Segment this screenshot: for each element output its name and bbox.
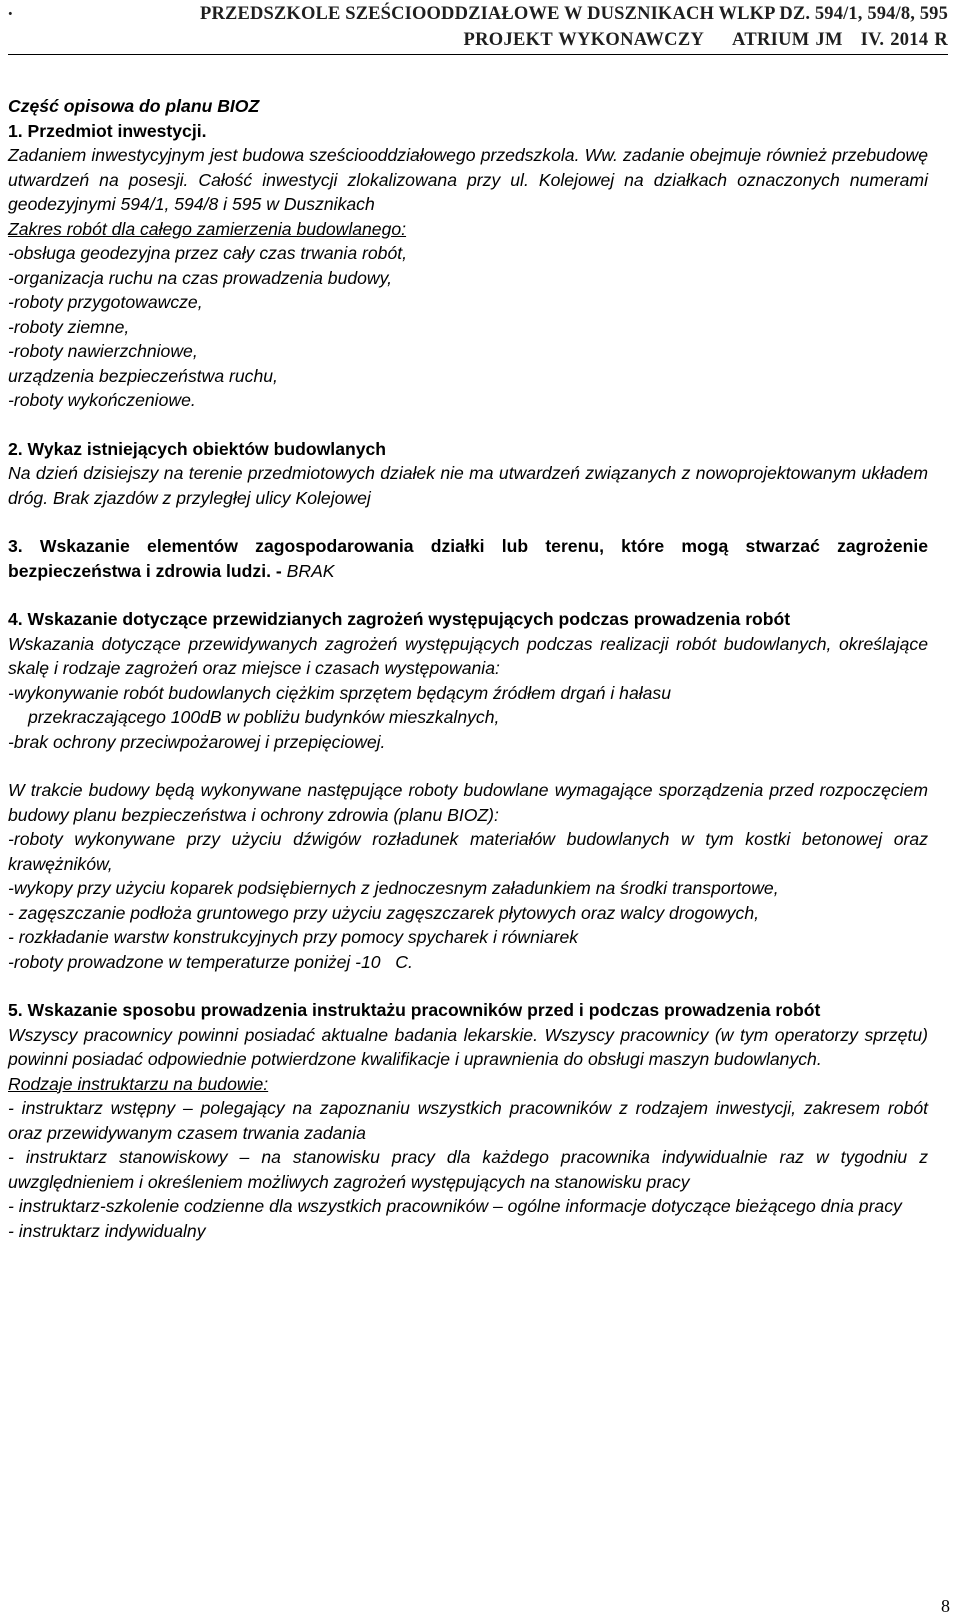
works-item: - rozkładanie warstw konstrukcyjnych przy pomocy spycharek i równiarek (8, 927, 579, 947)
works-item: -roboty prowadzone w temperaturze poniżej -10 C. (8, 951, 413, 972)
scope-item: -obsługa geodezyjna przez cały czas trwania robót, (8, 243, 408, 263)
hazard-item: -wykonywanie robót budowlanych ciężkim sprzętem będącym źródłem drgań i hałasu (8, 682, 672, 703)
instruction-types-title: Rodzaje instruktarzu na budowie: (8, 1073, 269, 1094)
section-5-paragraph: Wszyscy pracownicy powinni posiadać aktualne badania lekarskie. Wszyscy pracownicy (w tym operatorzy sprzętu) powinni posiadać odpowiednie potwierdzone kwalifikacje i uprawnienia do obsługi maszyn budowlanych. (8, 1024, 928, 1069)
instruction-type: - instruktarz indywidualny (8, 1220, 206, 1241)
scope-item: -roboty przygotowawcze, (8, 292, 203, 312)
section-4-heading: 4. Wskazanie dotyczące przewidzianych zagrożeń występujących podczas prowadzenia robót (8, 609, 791, 629)
section-2-italic: Na dzień dzisiejszy na terenie przedmiotowych działek nie ma utwardzeń związanych z nowoprojektowanym układem dróg. (8, 463, 928, 508)
section-4-paragraph-2: W trakcie budowy będą wykonywane następujące roboty budowlane wymagające sporządzenia przed rozpoczęciem budowy planu bezpieczeństwa i ochrony zdrowia (planu BIOZ): (8, 780, 928, 825)
instruction-type: - instruktarz-szkolenie codzienne dla wszystkich pracowników – ogólne informacje dotyczące bieżącego dnia pracy (8, 1196, 902, 1216)
instruction-type: - instruktarz stanowiskowy – na stanowisku pracy dla każdego pracownika indywidualnie raz w tygodniu z uwzględnieniem i określeniem możliwych zagrożeń występujących na stanowisku pracy (8, 1147, 928, 1192)
hazard-item: -brak ochrony przeciwpożarowej i przepięciowej. (8, 731, 386, 752)
section-3-paragraph (8, 534, 928, 583)
scope-item: -roboty ziemne, (8, 316, 130, 337)
hazard-item-continued: przekraczającego 100dB w pobliżu budynków mieszkalnych, (28, 707, 500, 727)
section-1-paragraph: Zadaniem inwestycyjnym jest budowa sześciooddziałowego przedszkola. Ww. zadanie obejmuje również przebudowę utwardzeń na posesji. Całość inwestycji zlokalizowana przy ul. Kolejowej na działkach oznaczonych numerami geodezyjnymi 594/1, 594/8 i 595 w Dusznikach (8, 145, 928, 214)
page-header (8, 0, 954, 48)
scope-title: Zakres robót dla całego zamierzenia budowlanego: (8, 218, 407, 239)
section-2-heading: 2. Wykaz istniejących obiektów budowlanych (8, 438, 387, 459)
document-body (8, 94, 928, 1243)
header-rule (8, 54, 948, 55)
section-3-tail: BRAK (281, 560, 335, 581)
header-dot: . (8, 0, 13, 20)
document-title: Część opisowa do planu BIOZ (8, 96, 260, 116)
scope-item: -roboty wykończeniowe. (8, 390, 196, 410)
section-2-paragraph (8, 461, 928, 510)
page-number: 8 (941, 1596, 950, 1616)
scope-item: -organizacja ruchu na czas prowadzenia budowy, (8, 267, 393, 288)
works-item: - zagęszczanie podłoża gruntowego przy użyciu zagęszczarek płytowych oraz walcy drogowych, (8, 902, 760, 923)
header-line-1: PRZEDSZKOLE SZEŚCIOODDZIAŁOWE W DUSZNIKACH WLKP DZ. 594/1, 594/8, 595 (200, 4, 948, 24)
scope-item: -roboty nawierzchniowe, (8, 341, 198, 361)
section-2-tail: Brak zjazdów z przyległej ulicy Kolejowej (48, 487, 371, 508)
works-item: -roboty wykonywane przy użyciu dźwigów rozładunek materiałów budowlanych w tym kostki betonowej oraz krawężników, (8, 829, 928, 874)
header-line-2: PROJEKT WYKONAWCZY ATRIUM JM IV. 2014 R (463, 30, 948, 50)
section-1-heading: 1. Przedmiot inwestycji. (8, 120, 207, 141)
works-item: -wykopy przy użyciu koparek podsiębiernych z jednoczesnym załadunkiem na środki transportowe, (8, 878, 779, 898)
section-3-heading: 3. Wskazanie elementów zagospodarowania działki lub terenu, które mogą stwarzać zagrożenie bezpieczeństwa i zdrowia ludzi. - (8, 536, 928, 581)
instruction-type: - instruktarz wstępny – polegający na zapoznaniu wszystkich pracowników z rodzajem inwestycji, zakresem robót oraz przewidywanym czasem trwania zadania (8, 1098, 928, 1143)
section-5-heading: 5. Wskazanie sposobu prowadzenia instruktażu pracowników przed i podczas prowadzenia robót (8, 1000, 821, 1020)
section-4-paragraph: Wskazania dotyczące przewidywanych zagrożeń występujących podczas realizacji robót budowlanych, określające skalę i rodzaje zagrożeń oraz miejsce i czasach występowania: (8, 633, 928, 678)
scope-item: urządzenia bezpieczeństwa ruchu, (8, 365, 278, 386)
